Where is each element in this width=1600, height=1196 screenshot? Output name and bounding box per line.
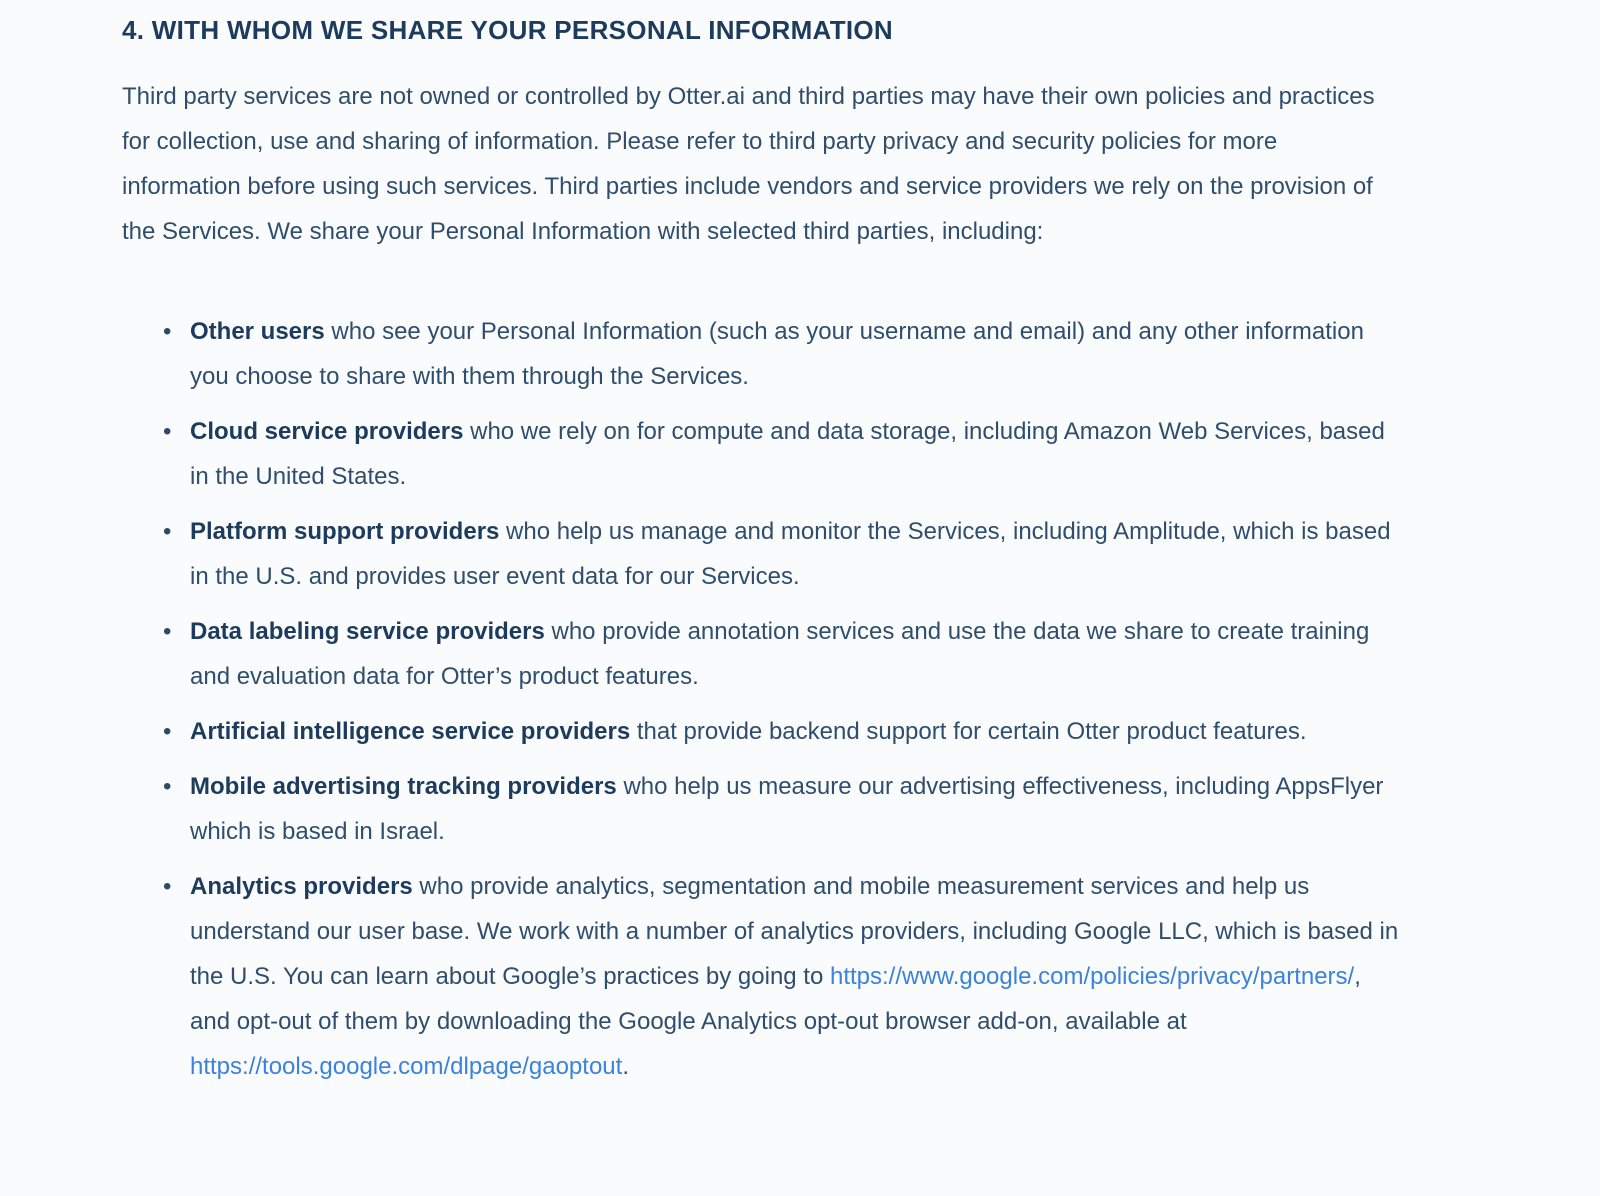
bullet-icon: • (163, 518, 172, 545)
bullet-lead: Analytics providers (190, 873, 413, 900)
intro-paragraph: Third party services are not owned or controlled by Otter.ai and third parties may have their own policies and practices for collection, use and sharing of information. Please refer to third party privacy and security policies for more information before using such services. Third parties include vendors and service providers we rely on the provision of the Services. We share your Personal Information with selected third parties, including: (122, 83, 1375, 245)
list-item-other-users (163, 309, 1402, 399)
bullet-lead: Mobile advertising tracking providers (190, 773, 617, 800)
bullet-icon: • (163, 718, 172, 745)
bullet-lead: Cloud service providers (190, 418, 464, 445)
bullet-text: . (622, 1053, 629, 1080)
bullet-text: who provide annotation services and use the data we share to create training and evaluation data for Otter’s product features. (190, 618, 1370, 690)
list-item-cloud-service-providers (163, 409, 1402, 499)
list-item-ai-service-providers (163, 709, 1402, 754)
section-heading: 4. WITH WHOM WE SHARE YOUR PERSONAL INFORMATION (122, 15, 893, 45)
bullet-icon: • (163, 873, 172, 900)
bullet-lead: Artificial intelligence service providers (190, 718, 631, 745)
third-parties-list (122, 309, 1402, 1089)
bullet-text: , and opt-out of them by downloading the Google Analytics opt-out browser add-on, available at (190, 963, 1361, 1035)
list-item-analytics-providers (163, 864, 1402, 1089)
bullet-text: that provide backend support for certain Otter product features. (630, 718, 1307, 745)
bullet-icon: • (163, 418, 172, 445)
bullet-text: who see your Personal Information (such as your username and email) and any other information you choose to share with them through the Services. (190, 318, 1364, 390)
bullet-lead: Platform support providers (190, 518, 500, 545)
bullet-text: who provide analytics, segmentation and mobile measurement services and help us understand our user base. We work with a number of analytics providers, including Google LLC, which is based in the U.S. You can learn about Google’s practices by going to (190, 873, 1399, 990)
bullet-text: who help us manage and monitor the Services, including Amplitude, which is based in the U.S. and provides user event data for our Services. (190, 518, 1391, 590)
google-analytics-optout-link[interactable]: https://tools.google.com/dlpage/gaoptout (190, 1053, 623, 1080)
google-privacy-partners-link[interactable]: https://www.google.com/policies/privacy/partners/ (829, 963, 1355, 990)
bullet-icon: • (163, 773, 172, 800)
bullet-icon: • (163, 318, 172, 345)
list-item-data-labeling-providers (163, 609, 1402, 699)
bullet-text: who we rely on for compute and data storage, including Amazon Web Services, based in the United States. (190, 418, 1385, 490)
bullet-icon: • (163, 618, 172, 645)
bullet-lead: Other users (190, 318, 325, 345)
list-item-mobile-ad-tracking-providers (163, 764, 1402, 854)
bullet-text: who help us measure our advertising effectiveness, including AppsFlyer which is based in Israel. (190, 773, 1384, 845)
bullet-lead: Data labeling service providers (190, 618, 545, 645)
list-item-platform-support-providers (163, 509, 1402, 599)
